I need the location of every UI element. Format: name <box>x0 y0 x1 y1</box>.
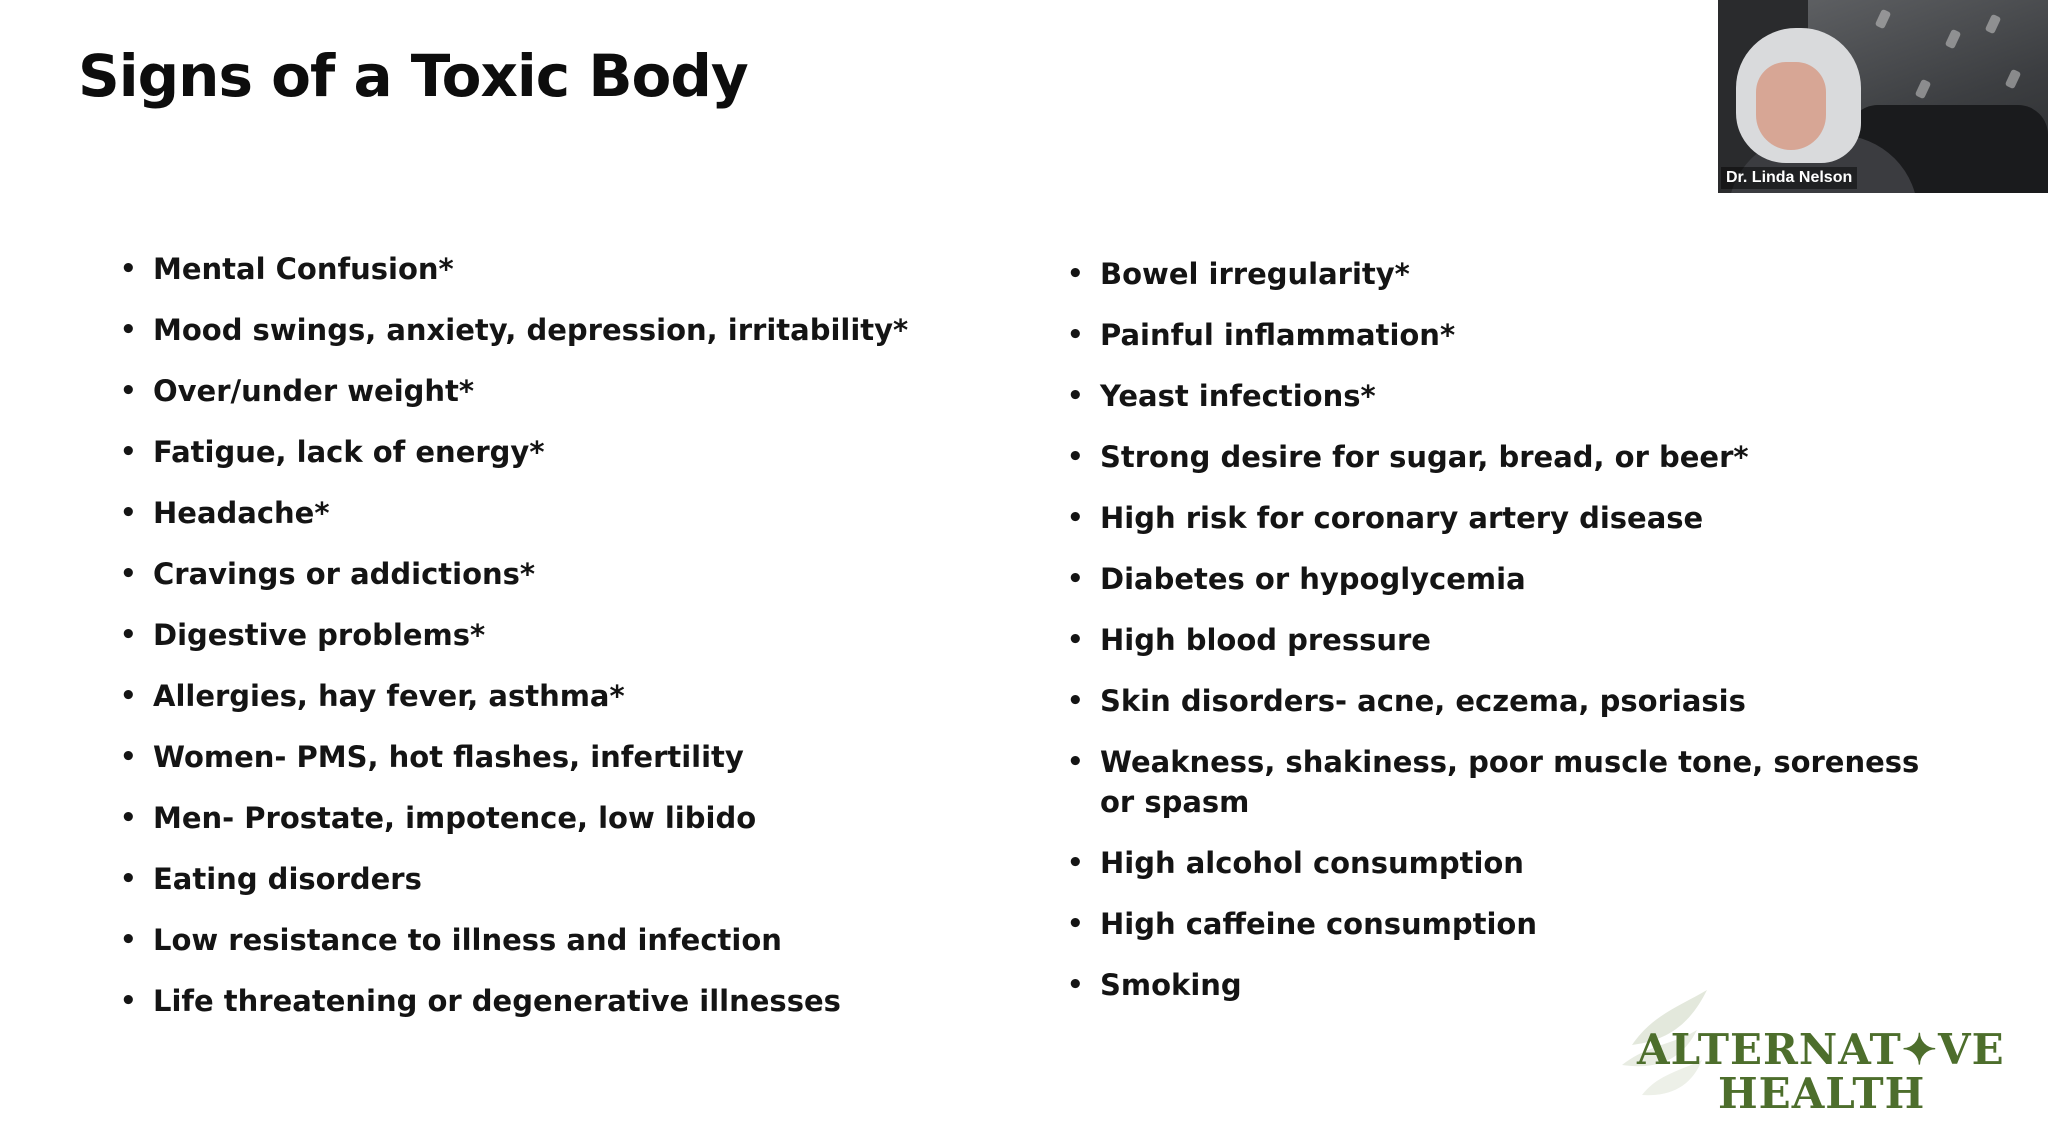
list-item: • Low resistance to illness and infection <box>118 920 998 960</box>
participant-video-tile[interactable] <box>1718 0 2048 193</box>
bullet-icon: • <box>120 315 137 345</box>
list-item: • Life threatening or degenerative illnesses <box>118 981 998 1021</box>
list-item: • Painful inflammation* <box>1065 315 1925 355</box>
list-item: • Digestive problems* <box>118 615 998 655</box>
list-item: • Mental Confusion* <box>118 249 998 289</box>
list-item: • High blood pressure <box>1065 620 1925 660</box>
bullet-icon: • <box>120 498 137 528</box>
list-item: • Men- Prostate, impotence, low libido <box>118 798 998 838</box>
bullet-icon: • <box>120 681 137 711</box>
symptom-list-right <box>1065 254 1925 1026</box>
list-item: • Strong desire for sugar, bread, or beer* <box>1065 437 1925 477</box>
symptom-list-left <box>118 249 998 1042</box>
bullet-icon: • <box>120 437 137 467</box>
list-item: • High caffeine consumption <box>1065 904 1925 944</box>
logo-text-line2: HEALTH <box>1718 1069 1926 1118</box>
participant-name-label: Dr. Linda Nelson <box>1721 167 1857 189</box>
bullet-icon: • <box>1067 970 1084 1000</box>
list-item: • Skin disorders- acne, eczema, psoriasis <box>1065 681 1925 721</box>
bullet-icon: • <box>120 254 137 284</box>
list-item: • Eating disorders <box>118 859 998 899</box>
slide-title: Signs of a Toxic Body <box>78 42 748 110</box>
bullet-icon: • <box>1067 320 1084 350</box>
list-item: • Headache* <box>118 493 998 533</box>
bullet-icon: • <box>1067 259 1084 289</box>
list-item: • Over/under weight* <box>118 371 998 411</box>
bullet-icon: • <box>120 742 137 772</box>
bullet-icon: • <box>120 620 137 650</box>
bullet-icon: • <box>120 986 137 1016</box>
bullet-icon: • <box>1067 564 1084 594</box>
list-item: • Bowel irregularity* <box>1065 254 1925 294</box>
bullet-icon: • <box>120 864 137 894</box>
bullet-icon: • <box>1067 686 1084 716</box>
list-item: • Women- PMS, hot flashes, infertility <box>118 737 998 777</box>
bullet-icon: • <box>1067 625 1084 655</box>
bullet-icon: • <box>1067 747 1084 777</box>
list-item: • Weakness, shakiness, poor muscle tone, soreness or spasm <box>1065 742 1925 822</box>
bullet-icon: • <box>1067 503 1084 533</box>
bullet-icon: • <box>1067 442 1084 472</box>
list-item: • High alcohol consumption <box>1065 843 1925 883</box>
bullet-icon: • <box>1067 848 1084 878</box>
bullet-icon: • <box>120 803 137 833</box>
bullet-icon: • <box>1067 909 1084 939</box>
bullet-icon: • <box>120 376 137 406</box>
bullet-icon: • <box>1067 381 1084 411</box>
alternative-health-logo <box>1612 985 2012 1118</box>
list-item: • Diabetes or hypoglycemia <box>1065 559 1925 599</box>
bullet-icon: • <box>120 559 137 589</box>
list-item: • Smoking <box>1065 965 1925 1005</box>
list-item: • Cravings or addictions* <box>118 554 998 594</box>
list-item: • Allergies, hay fever, asthma* <box>118 676 998 716</box>
list-item: • Mood swings, anxiety, depression, irritability* <box>118 310 998 350</box>
logo-text-line1: ALTERNAT✦VE <box>1637 1025 2005 1074</box>
participant-face <box>1756 62 1826 150</box>
list-item: • High risk for coronary artery disease <box>1065 498 1925 538</box>
list-item: • Fatigue, lack of energy* <box>118 432 998 472</box>
bullet-icon: • <box>120 925 137 955</box>
list-item: • Yeast infections* <box>1065 376 1925 416</box>
